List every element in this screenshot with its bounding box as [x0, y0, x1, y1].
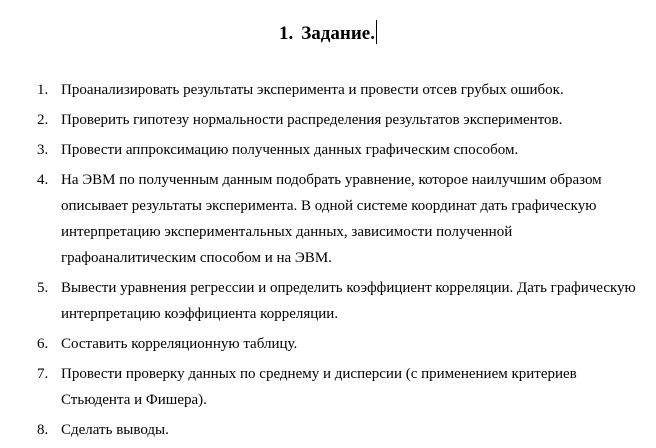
list-marker: 5.	[37, 280, 49, 296]
task-list	[0, 77, 656, 447]
text-cursor	[376, 20, 377, 44]
list-item-text: Проверить гипотезу нормальности распределения результатов экспериментов.	[61, 112, 563, 128]
list-marker: 3.	[37, 142, 49, 158]
list-item-text: Составить корреляционную таблицу.	[61, 336, 298, 352]
list-item-text: Провести проверку данных по среднему и дисперсии (с применением критериев Стьюдента и Фишера).	[61, 366, 577, 408]
list-item	[0, 361, 656, 413]
list-item	[0, 167, 656, 271]
list-marker: 7.	[37, 366, 49, 382]
list-item-text: Проанализировать результаты эксперимента и провести отсев грубых ошибок.	[61, 82, 564, 98]
list-item-text: На ЭВМ по полученным данным подобрать уравнение, которое наилучшим образом описывает результаты эксперимента. В одной системе координат дать графическую интерпретацию экспериментальных данных, зависимости полученной графоаналитическим способом и на ЭВМ.	[61, 172, 602, 266]
list-item	[0, 275, 656, 327]
list-item-text: Вывести уравнения регрессии и определить коэффициент корреляции. Дать графическую интерпретацию коэффициента корреляции.	[61, 280, 636, 322]
list-item	[0, 107, 656, 133]
list-item	[0, 77, 656, 103]
list-item-text: Сделать выводы.	[61, 422, 169, 438]
list-item	[0, 417, 656, 443]
list-item	[0, 331, 656, 357]
list-marker: 1.	[37, 82, 49, 98]
section-number: 1.	[279, 23, 294, 44]
list-marker: 8.	[37, 422, 49, 438]
list-marker: 4.	[37, 172, 49, 188]
list-item	[0, 137, 656, 163]
section-heading	[0, 20, 656, 47]
list-marker: 6.	[37, 336, 49, 352]
section-title: Задание.	[301, 23, 375, 44]
list-marker: 2.	[37, 112, 49, 128]
list-item-text: Провести аппроксимацию полученных данных графическим способом.	[61, 142, 519, 158]
